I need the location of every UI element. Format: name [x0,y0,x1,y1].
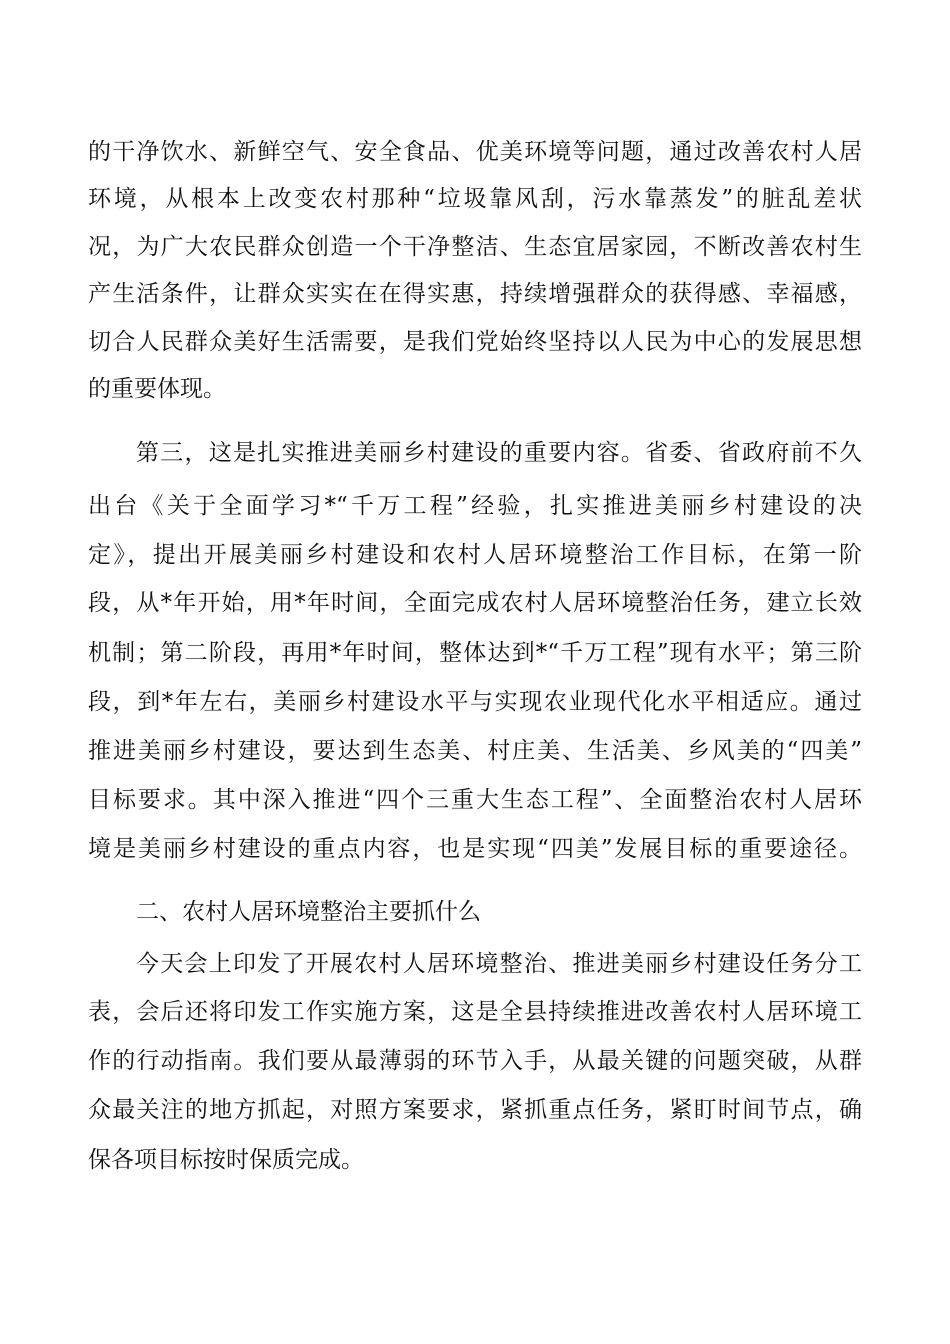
paragraph-line: 况，为广大农民群众创造一个干净整洁、生态宜居家园，不断改善农村生 [88,234,862,260]
paragraph-line: 产生活条件，让群众实实在在得实惠，持续增强群众的获得感、幸福感， [88,281,862,307]
paragraph-line: 保各项目标按时保质完成。 [88,1147,364,1173]
paragraph-line: 机制；第二阶段，再用*年时间，整体达到*“千万工程”现有水平；第三阶 [88,640,862,666]
paragraph-line: 出台《关于全面学习*“千万工程”经验，扎实推进美丽乡村建设的决 [88,493,862,519]
section-heading: 二、农村人居环境整治主要抓什么 [136,899,481,925]
paragraph-line: 的干净饮水、新鲜空气、安全食品、优美环境等问题，通过改善农村人居 [88,139,862,165]
paragraph-line: 段，从*年开始，用*年时间，全面完成农村人居环境整治任务，建立长效 [88,590,862,616]
paragraph-line: 推进美丽乡村建设，要达到生态美、村庄美、生活美、乡风美的“四美” [88,738,862,764]
paragraph-line: 环境，从根本上改变农村那种“垃圾靠风刮，污水靠蒸发”的脏乱差状 [88,186,862,212]
paragraph-line: 众最关注的地方抓起，对照方案要求，紧抓重点任务，紧盯时间节点，确 [88,1097,862,1123]
paragraph-line: 的重要体现。 [88,376,226,402]
paragraph-line: 今天会上印发了开展农村人居环境整治、推进美丽乡村建设任务分工 [136,951,862,977]
paragraph-line: 境是美丽乡村建设的重点内容，也是实现“四美”发展目标的重要途径。 [88,836,862,862]
paragraph-line: 表，会后还将印发工作实施方案，这是全县持续推进改善农村人居环境工 [88,999,862,1025]
paragraph-line: 目标要求。其中深入推进“四个三重大生态工程”、全面整治农村人居环 [88,787,862,813]
paragraph-line: 段，到*年左右，美丽乡村建设水平与实现农业现代化水平相适应。通过 [88,689,862,715]
paragraph-line: 切合人民群众美好生活需要，是我们党始终坚持以人民为中心的发展思想 [88,329,862,355]
paragraph-line: 定》，提出开展美丽乡村建设和农村人居环境整治工作目标，在第一阶 [88,542,862,568]
paragraph-line: 第三，这是扎实推进美丽乡村建设的重要内容。省委、省政府前不久 [136,440,862,466]
paragraph-line: 作的行动指南。我们要从最薄弱的环节入手，从最关键的问题突破，从群 [88,1048,862,1074]
